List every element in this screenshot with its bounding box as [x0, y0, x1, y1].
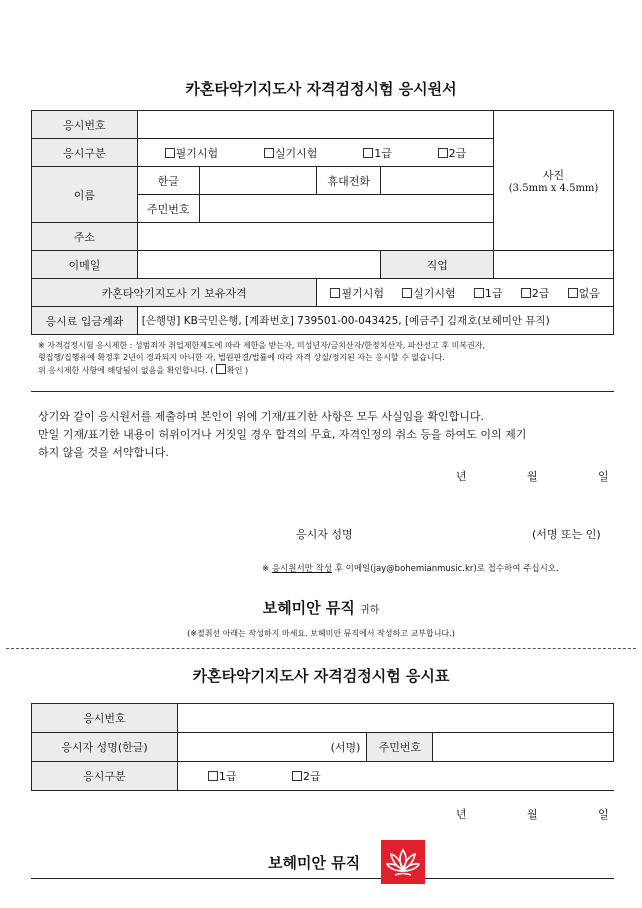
rrn-field[interactable]: [199, 195, 493, 223]
date-year: 년: [456, 470, 467, 483]
pledge-line-2: 만일 기재/표기한 내용이 허위이거나 거짓일 경우 합격의 무효, 자격인정의 취소 등을 하여도 이의 제기: [38, 428, 527, 441]
lotus-logo-icon: [381, 840, 425, 884]
ticket-name-label: 응시자 성명(한글): [32, 733, 178, 762]
checkbox-written[interactable]: 필기시험: [165, 145, 219, 161]
ticket-checkbox-grade1[interactable]: 1급: [208, 770, 237, 783]
ticket-exam-type-label: 응시구분: [32, 762, 178, 791]
email-submit-note: ※ 응시원서만 작성 후 이메일(jay@bohemianmusic.kr)로 접수하여 주십시오.: [262, 564, 559, 574]
restriction-note: [38, 340, 618, 377]
pledge-statement: [38, 408, 610, 462]
ticket-org-name: 보헤미안 뮤직: [268, 854, 361, 872]
held-checkbox-written[interactable]: 필기시험: [330, 285, 384, 301]
cut-line: [6, 648, 636, 649]
ticket-name-field[interactable]: [177, 733, 367, 762]
name-label: 이름: [32, 167, 138, 223]
addressee: 보헤미안 뮤직 귀하: [262, 599, 380, 617]
confirm-checkbox[interactable]: 확인: [216, 366, 242, 375]
ticket-date-year: 년: [456, 808, 467, 821]
rrn-label: 주민번호: [137, 195, 199, 223]
address-label: 주소: [32, 223, 138, 251]
ticket-table: [31, 703, 614, 791]
ticket-exam-no-field[interactable]: [177, 704, 613, 733]
signature-field[interactable]: (서명 또는 인): [532, 528, 601, 541]
note-line-2: 형집행/집행유예 확정후 2년이 경과되지 아니한 자, 법원판결/법률에 따라 자격 상실/정지된 자는 응시할 수 없습니다.: [38, 353, 445, 362]
exam-type-options: [137, 139, 493, 167]
ticket-title: 카혼타악기지도사 자격검정시험 응시표: [192, 667, 450, 685]
phone-field[interactable]: [381, 167, 494, 195]
ticket-exam-type-options: [177, 762, 613, 791]
phone-label: 휴대전화: [317, 167, 381, 195]
ticket-rrn-field[interactable]: [433, 733, 614, 762]
pledge-line-3: 하지 않을 것을 서약합니다.: [38, 446, 169, 459]
photo-size: (3.5mm x 4.5mm): [508, 183, 599, 194]
signer-label: 응시자 성명: [296, 528, 353, 541]
bottom-rule-right: [425, 878, 614, 879]
ticket-checkbox-grade2[interactable]: 2급: [292, 770, 321, 783]
exam-type-label: 응시구분: [32, 139, 138, 167]
hangul-name-field[interactable]: [199, 167, 317, 195]
hangul-label: 한글: [137, 167, 199, 195]
pledge-line-1: 상기와 같이 응시원서를 제출하며 본인이 위에 기재/표기한 사항은 모두 사실임을 확인합니다.: [38, 410, 484, 423]
job-label: 직업: [381, 251, 494, 279]
cut-note: (※절취선 아래는 작성하지 마세요. 보헤미안 뮤직에서 작성하고 교부합니다.): [187, 629, 455, 638]
checkbox-grade2[interactable]: 2급: [438, 145, 467, 161]
checkbox-grade1[interactable]: 1급: [363, 145, 392, 161]
email-label: 이메일: [32, 251, 138, 279]
held-checkbox-grade1[interactable]: 1급: [474, 285, 503, 301]
held-cert-options: [317, 279, 614, 307]
ticket-exam-no-label: 응시번호: [32, 704, 178, 733]
divider: [31, 391, 614, 392]
photo-box: [494, 111, 614, 251]
job-field[interactable]: [494, 251, 614, 279]
photo-label: 사진: [542, 169, 565, 182]
date-day: 일: [598, 470, 609, 483]
exam-no-field[interactable]: [137, 111, 493, 139]
exam-no-label: 응시번호: [32, 111, 138, 139]
note-line-1: ※ 자격검정시험 응시제한 : 성범죄자 취업제한제도에 따라 제한을 받는자, 미성년자/금치산자/한정치산자, 파산선고 후 미복권자,: [38, 341, 486, 350]
email-field[interactable]: [137, 251, 381, 279]
fee-label: 응시료 입금계좌: [32, 307, 138, 335]
held-checkbox-none[interactable]: 없음: [568, 285, 600, 301]
held-cert-label: 카혼타악기지도사 기 보유자격: [32, 279, 317, 307]
fee-account: [은행명] KB국민은행, [계좌번호] 739501-00-043425, [예금주] 김재호(보헤미안 뮤직): [137, 307, 613, 335]
bottom-rule-left: [31, 878, 381, 879]
held-checkbox-grade2[interactable]: 2급: [521, 285, 550, 301]
address-field[interactable]: [137, 223, 493, 251]
held-checkbox-practical[interactable]: 실기시험: [402, 285, 456, 301]
ticket-date-month: 월: [527, 808, 538, 821]
checkbox-practical[interactable]: 실기시험: [264, 145, 318, 161]
ticket-date-day: 일: [598, 808, 609, 821]
ticket-sign-label: (서명): [330, 741, 361, 754]
note-line-3: 위 응시제한 사항에 해당됨이 없음을 확인합니다. ( 확인 ): [38, 366, 249, 375]
application-table: [31, 110, 614, 335]
date-month: 월: [527, 470, 538, 483]
ticket-rrn-label: 주민번호: [367, 733, 433, 762]
form-title: 카혼타악기지도사 자격검정시험 응시원서: [185, 80, 457, 98]
